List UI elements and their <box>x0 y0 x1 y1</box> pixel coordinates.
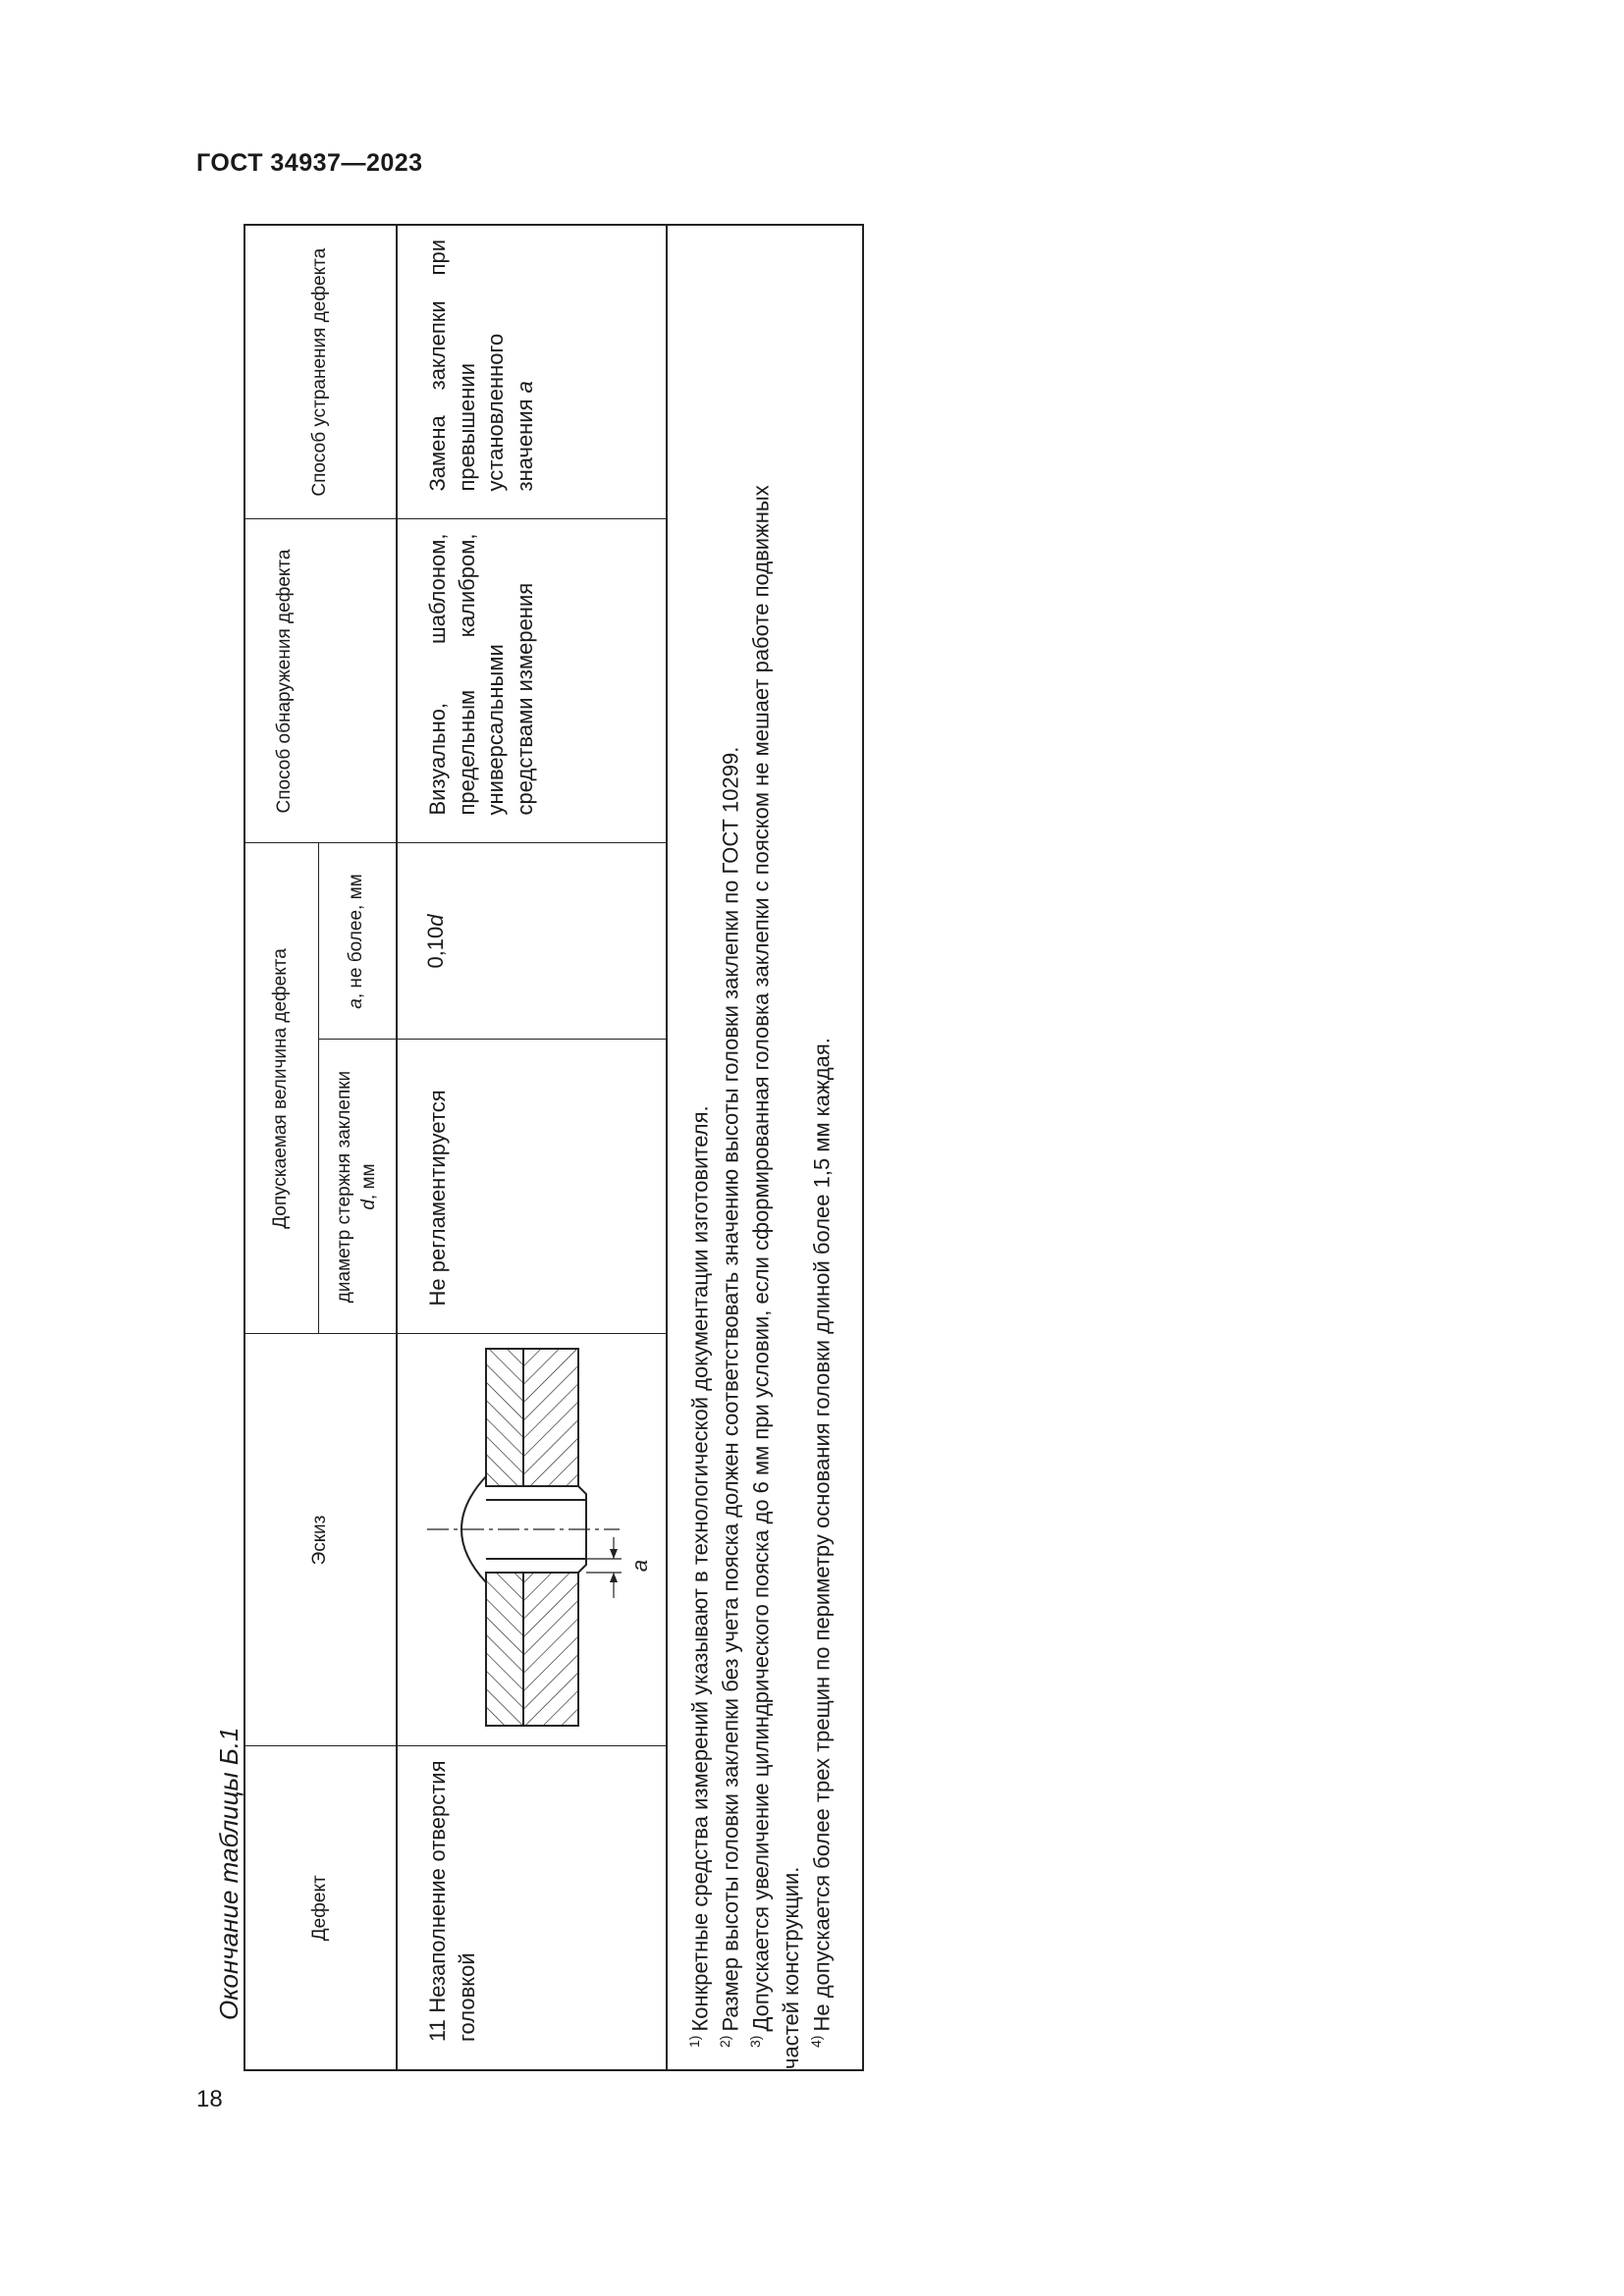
footnote-3-text: Допускается увеличение цилиндрического пояска до 6 мм при условии, если сформированная головка заклепки с пояском не мешает работе подвижных <box>748 485 774 2032</box>
footnote-3-continuation: частей конструкции. <box>779 1866 804 2069</box>
a-variable: a <box>346 998 367 1009</box>
col-header-diameter <box>318 1040 397 1334</box>
footnote-2 <box>716 226 746 2069</box>
plate-upper-right <box>486 1350 523 1487</box>
footnote-3 <box>746 226 807 2069</box>
footnote-2-marker: 2) <box>717 2035 733 2048</box>
plate-upper-left <box>486 1574 523 1727</box>
col-header-detection: Способ обнаружения дефекта <box>244 519 397 843</box>
footnote-4 <box>807 226 838 2069</box>
a-header-rest: , не более, мм <box>346 874 367 999</box>
col-header-diameter-line1: диаметр стержня заклепки <box>334 1070 355 1304</box>
footnote-3-marker: 3) <box>747 2035 764 2048</box>
col-header-allowable-group: Допускаемая величина дефекта <box>244 843 318 1334</box>
elimination-text: Замена заклепки при превышении установленного значения <box>425 240 538 492</box>
footnote-2-text: Размер высоты головки заклепки без учета пояска должен соответствовать значению высоты головки заклепки по ГОСТ 10299. <box>718 746 743 2032</box>
footnote-4-marker: 4) <box>808 2035 825 2048</box>
page-number: 18 <box>196 2086 223 2112</box>
col-header-sketch: Эскиз <box>244 1334 397 1746</box>
plate-lower-left <box>523 1574 578 1727</box>
rivet-sketch-icon <box>398 1334 665 1746</box>
row-elimination-cell <box>397 225 667 519</box>
defects-table <box>244 224 864 2071</box>
col-header-elimination: Способ устранения дефекта <box>244 225 397 519</box>
sketch-dimension-label: a <box>627 1560 652 1573</box>
footnotes-cell <box>667 225 863 2070</box>
defects-table-rotated <box>244 226 862 2071</box>
diameter-variable: d <box>357 1200 379 1210</box>
col-header-defect: Дефект <box>244 1746 397 2070</box>
row-detection-cell: Визуально, шаблоном, предельным калибром, универсальными средствами измерения <box>397 519 667 843</box>
row-defect-cell: 11 Незаполнение отверстия головкой <box>397 1746 667 2070</box>
document-code-header: ГОСТ 34937—2023 <box>196 149 423 177</box>
col-header-diameter-line2 <box>357 1041 382 1334</box>
footnote-1 <box>685 226 716 2069</box>
elimination-variable: a <box>513 381 538 394</box>
plate-lower-right <box>523 1350 578 1487</box>
row-diameter-cell: Не регламентируется <box>397 1040 667 1334</box>
row-sketch-cell <box>397 1334 667 1746</box>
footnote-1-text: Конкретные средства измерений указывают в технологической документации изготовителя. <box>687 1105 713 2032</box>
a-value-number: 0,10 <box>423 926 448 969</box>
footnote-4-text: Не допускается более трех трещин по периметру основания головки длиной более 1,5 мм каждая. <box>809 1038 835 2032</box>
col-header-a <box>318 843 397 1040</box>
table-caption: Окончание таблицы Б.1 <box>214 1727 244 2020</box>
diameter-unit: , мм <box>357 1163 379 1201</box>
a-value-variable: d <box>423 914 448 927</box>
row-a-cell <box>397 843 667 1040</box>
footnote-1-marker: 1) <box>686 2035 702 2048</box>
